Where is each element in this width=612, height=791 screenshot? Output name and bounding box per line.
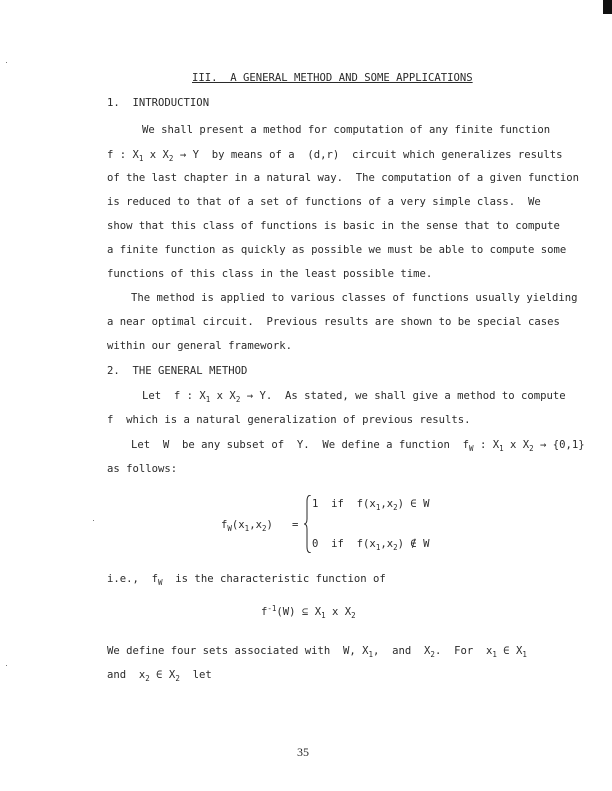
intro-line-8: The method is applied to various classes of functions usually yielding bbox=[131, 292, 578, 304]
preimage-formula: $f^{-1}(W)$ ⊆ $X_1$ x $X_2$ bbox=[261, 604, 356, 620]
equation-lhs: $f_W(x_1,x_2)$ = bbox=[221, 519, 299, 533]
page-number: 35 bbox=[297, 745, 309, 759]
section-heading-introduction: 1. INTRODUCTION bbox=[107, 97, 210, 109]
scan-corner-mark bbox=[603, 0, 612, 14]
intro-line-4: is reduced to that of a set of functions of a very simple class. We bbox=[107, 196, 541, 208]
equation-case-1: 1 if $f(x_1,x_2)$ ∈ W bbox=[312, 498, 430, 512]
intro-line-2: f : $X_1$ x $X_2 \to Y$ by means of a (d,r) circuit which generalizes results bbox=[107, 149, 563, 163]
intro-line-5: show that this class of functions is basic in the sense that to compute bbox=[107, 220, 560, 232]
equation-case-2: 0 if $f(x_1,x_2)$ ∉ W bbox=[312, 538, 430, 552]
method-line-1: Let f : $X_1$ x $X_2 \to Y$. As stated, we shall give a method to compute bbox=[142, 390, 566, 404]
scan-speck bbox=[6, 62, 7, 63]
section-heading-general-method: 2. THE GENERAL METHOD bbox=[107, 365, 248, 377]
intro-line-9: a near optimal circuit. Previous results are shown to be special cases bbox=[107, 316, 560, 328]
method-line-2: f which is a natural generalization of previous results. bbox=[107, 414, 471, 426]
ie-line: i.e., $f_W$ is the characteristic function of bbox=[107, 573, 386, 587]
cases-brace bbox=[304, 495, 312, 553]
sub-w: W bbox=[469, 444, 474, 453]
scan-speck bbox=[93, 520, 94, 521]
closing-line-1: We define four sets associated with W, $X_1$, and $X_2$. For $x_1$ ∈ $X_1$ bbox=[107, 645, 527, 659]
intro-line-10: within our general framework. bbox=[107, 340, 292, 352]
intro-line-6: a finite function as quickly as possible we must be able to compute some bbox=[107, 244, 567, 256]
intro-line-1: We shall present a method for computation of any finite function bbox=[142, 124, 551, 136]
intro-line-3: of the last chapter in a natural way. The computation of a given function bbox=[107, 172, 579, 184]
method-line-4: as follows: bbox=[107, 463, 178, 475]
scan-speck bbox=[6, 665, 7, 666]
chapter-heading: III. A GENERAL METHOD AND SOME APPLICATIONS bbox=[192, 72, 473, 84]
closing-line-2: and $x_2$ ∈ $X_2$ let bbox=[107, 669, 212, 683]
intro-line-7: functions of this class in the least possible time. bbox=[107, 268, 433, 280]
method-line-3: Let W be any subset of Y. We define a function $f_W$ : $X_1$ x $X_2 \to \{0,1\}$ bbox=[131, 439, 585, 453]
